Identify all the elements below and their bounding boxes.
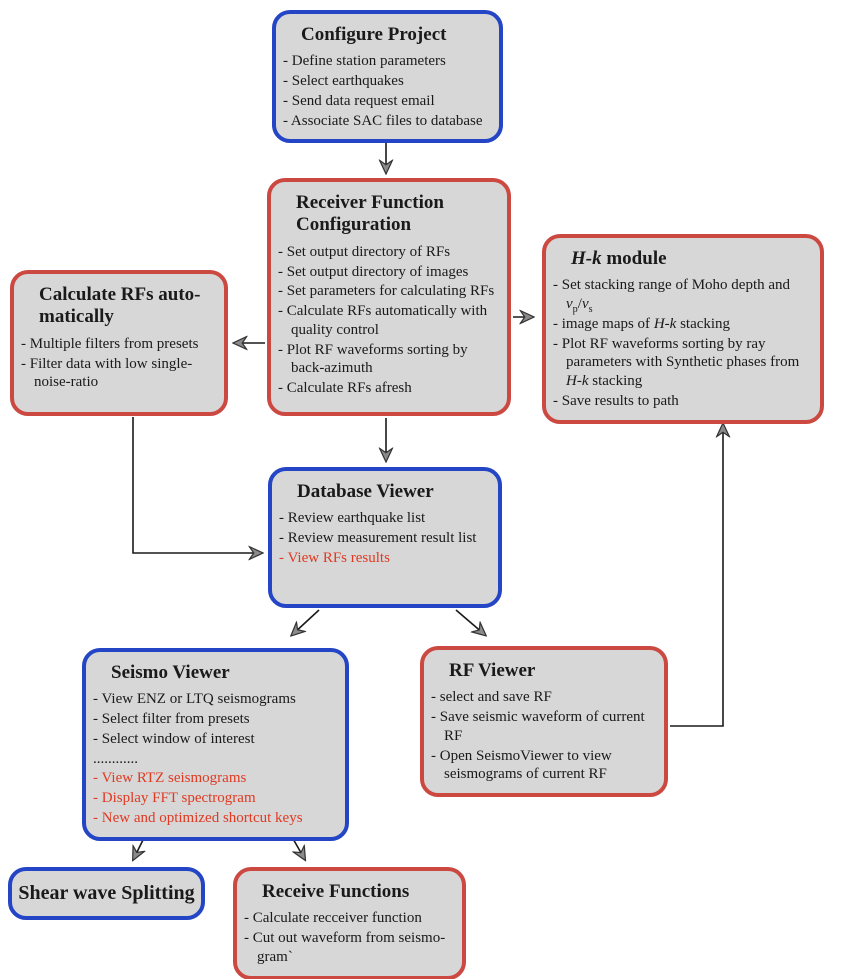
box-item: - Define station parameters (283, 53, 446, 70)
box-item: - Associate SAC files to database (283, 112, 483, 129)
box-items (93, 690, 340, 827)
arrow-db-to-rfviewer (456, 610, 484, 634)
box-title: Database Viewer (297, 481, 434, 502)
box-items (278, 243, 502, 398)
box-rf-viewer (420, 646, 668, 797)
box-hk-module (542, 234, 824, 424)
box-item: - Set output directory of RFs (278, 243, 451, 260)
box-items (244, 909, 457, 966)
box-item: - Save seismic waveform of current RF (431, 709, 645, 744)
box-item-highlighted: - New and optimized shortcut keys (93, 809, 303, 826)
box-item: - View ENZ or LTQ seismograms (93, 691, 296, 708)
box-item: - Save results to path (553, 392, 679, 409)
arrow-db-to-seismo (293, 610, 319, 634)
box-items (21, 335, 219, 392)
box-configure-project (272, 10, 503, 143)
box-item: - Review earthquake list (279, 510, 426, 527)
box-title: Receive Functions (262, 881, 410, 902)
arrow-calc-to-db (133, 417, 260, 553)
box-database-viewer (268, 467, 502, 608)
box-title: Configure Project (301, 24, 447, 45)
box-calculate-rfs-automatically (10, 270, 228, 416)
box-item: - Set output directory of images (278, 263, 469, 280)
box-items (431, 688, 659, 784)
box-items (553, 276, 815, 410)
box-item: - Select earthquakes (283, 73, 404, 90)
box-title: Shear wave Splitting (18, 881, 195, 904)
box-item: - Set stacking range of Moho depth and $v_p/v_s$ (553, 277, 791, 316)
box-item: - Review measurement result list (279, 530, 477, 547)
box-item: - Select window of interest (93, 730, 255, 747)
box-seismo-viewer (82, 648, 349, 841)
arrow-rfviewer-to-hk (670, 426, 723, 726)
box-item-highlighted: - View RTZ seismograms (93, 770, 247, 787)
box-item: - Plot RF waveforms sorting by back-azimuth (278, 341, 468, 377)
box-receiver-function-configuration (267, 178, 511, 416)
box-item: - Calculate recceiver function (244, 910, 422, 927)
box-title: Receiver Function Configuration (296, 192, 444, 236)
box-item: - image maps of H-k stacking (553, 315, 731, 332)
box-item: - Plot RF waveforms sorting by ray parameters with Synthetic phases from H-k stacking (553, 335, 800, 390)
box-item: - Filter data with low single-noise-ratio (21, 355, 193, 391)
box-item: - Set parameters for calculating RFs (278, 283, 495, 300)
box-shear-wave-splitting (8, 867, 205, 920)
box-item: - Select filter from presets (93, 711, 250, 728)
box-item: - Cut out waveform from seismo-gram` (244, 930, 446, 965)
box-receive-functions (233, 867, 466, 979)
box-title: RF Viewer (449, 660, 536, 681)
box-item-highlighted: - View RFs results (279, 549, 390, 566)
box-item: - Calculate RFs afresh (278, 380, 412, 397)
box-items (283, 52, 494, 130)
box-items (279, 509, 493, 567)
box-item: - select and save RF (431, 689, 552, 706)
box-item: - Calculate RFs automatically with quality control (278, 303, 488, 338)
box-item-highlighted: - Display FFT spectrogram (93, 790, 256, 807)
box-item: - Multiple filters from presets (21, 335, 199, 352)
box-item: ............ (93, 750, 138, 767)
box-item: - Open SeismoViewer to view seismograms of current RF (431, 747, 612, 783)
box-title: H-k module (571, 248, 667, 269)
box-title: Seismo Viewer (111, 662, 230, 683)
box-title: Calculate RFs auto-matically (39, 284, 201, 328)
box-item: - Send data request email (283, 92, 435, 109)
